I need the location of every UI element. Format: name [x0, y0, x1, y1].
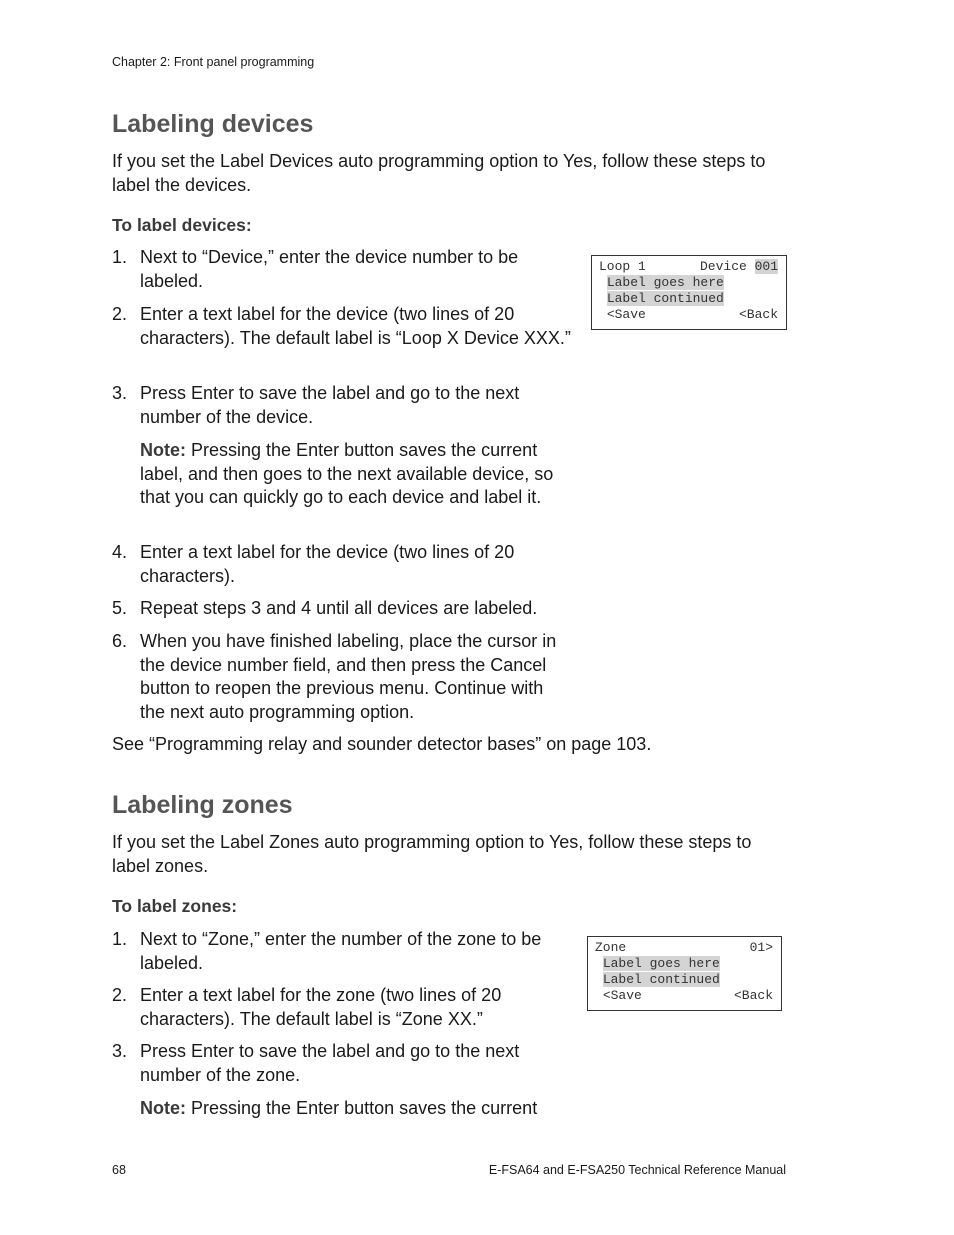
step-number: 2.	[112, 985, 128, 1005]
step-number: 1.	[112, 929, 128, 949]
devices-step-4	[112, 541, 572, 588]
devices-see-also: See “Programming relay and sounder detector bases” on page 103.	[112, 734, 652, 754]
section-heading-labeling-zones: Labeling zones	[112, 791, 293, 819]
step-number: 3.	[112, 1041, 128, 1061]
devices-step-2	[112, 303, 572, 350]
step-number: 4.	[112, 542, 128, 562]
lcd-device-label: Device	[699, 259, 755, 274]
zone-lcd-display	[587, 936, 782, 1011]
note-label: Note:	[140, 440, 186, 460]
zones-step-1	[112, 928, 572, 975]
step-text: Enter a text label for the zone (two lines of 20 characters). The default label is “Zone XX.”	[140, 985, 502, 1029]
lcd-row-label-2	[599, 291, 778, 307]
lcd-label-line-1: Label goes here	[602, 956, 720, 971]
lcd-zone-text: Zone	[595, 940, 627, 955]
lcd-row-actions	[595, 988, 773, 1004]
step-text: Enter a text label for the device (two lines of 20 characters).	[140, 542, 515, 586]
lcd-row-label-1	[595, 956, 773, 972]
lcd-save-text: <Save	[602, 988, 642, 1003]
page-number: 68	[112, 1163, 126, 1177]
step-number: 1.	[112, 247, 128, 267]
step-number: 3.	[112, 383, 128, 403]
devices-procedure-title: To label devices:	[112, 215, 252, 235]
lcd-row-label-1	[599, 275, 778, 291]
section-heading-labeling-devices: Labeling devices	[112, 110, 314, 138]
step-text: Repeat steps 3 and 4 until all devices are labeled.	[140, 598, 538, 618]
devices-step-5	[112, 597, 592, 621]
step-text: Next to “Device,” enter the device number to be labeled.	[140, 247, 519, 291]
note-text: Pressing the Enter button saves the current	[186, 1098, 538, 1118]
lcd-row-label-2	[595, 972, 773, 988]
lcd-save-text: <Save	[606, 307, 646, 322]
step-text: Enter a text label for the device (two lines of 20 characters). The default label is “Loop X Device XXX.”	[140, 304, 571, 348]
step-number: 2.	[112, 304, 128, 324]
zones-step-3	[112, 1040, 572, 1087]
lcd-row-header	[595, 940, 773, 956]
step-text: When you have finished labeling, place the cursor in the device number field, and then press the Cancel button to reopen the previous menu. Continue with the next auto programming option.	[140, 631, 557, 722]
step-text: Press Enter to save the label and go to the next number of the zone.	[140, 1041, 520, 1085]
devices-note	[140, 439, 570, 510]
zones-procedure-title: To label zones:	[112, 896, 238, 916]
devices-step-1	[112, 246, 572, 293]
step-text: Next to “Zone,” enter the number of the zone to be labeled.	[140, 929, 542, 973]
lcd-label-line-2: Label continued	[602, 972, 720, 987]
device-lcd-display	[591, 255, 787, 330]
devices-step-3	[112, 382, 572, 429]
step-number: 6.	[112, 631, 128, 651]
lcd-back-text: <Back	[738, 307, 778, 322]
step-text: Press Enter to save the label and go to the next number of the device.	[140, 383, 520, 427]
manual-title: E-FSA64 and E-FSA250 Technical Reference Manual	[488, 1163, 786, 1177]
lcd-row-header	[599, 259, 778, 275]
note-text: Pressing the Enter button saves the current label, and then goes to the next available device, so that you can quickly go to each device and label it.	[140, 440, 554, 507]
zones-intro-paragraph: If you set the Label Zones auto programming option to Yes, follow these steps to label zones.	[112, 832, 752, 876]
lcd-label-line-1: Label goes here	[606, 275, 724, 290]
zones-note	[140, 1097, 570, 1121]
zones-step-2	[112, 984, 572, 1031]
lcd-label-line-2: Label continued	[606, 291, 724, 306]
devices-intro-paragraph: If you set the Label Devices auto programming option to Yes, follow these steps to label the devices.	[112, 151, 766, 195]
lcd-back-text: <Back	[733, 988, 773, 1003]
note-label: Note:	[140, 1098, 186, 1118]
step-number: 5.	[112, 598, 128, 618]
lcd-loop-text: Loop 1	[599, 259, 646, 274]
lcd-device-number: 001	[754, 259, 778, 274]
running-header: Chapter 2: Front panel programming	[112, 55, 315, 69]
lcd-row-actions	[599, 307, 778, 323]
devices-step-6	[112, 630, 572, 724]
lcd-zone-number: 01>	[749, 940, 773, 955]
